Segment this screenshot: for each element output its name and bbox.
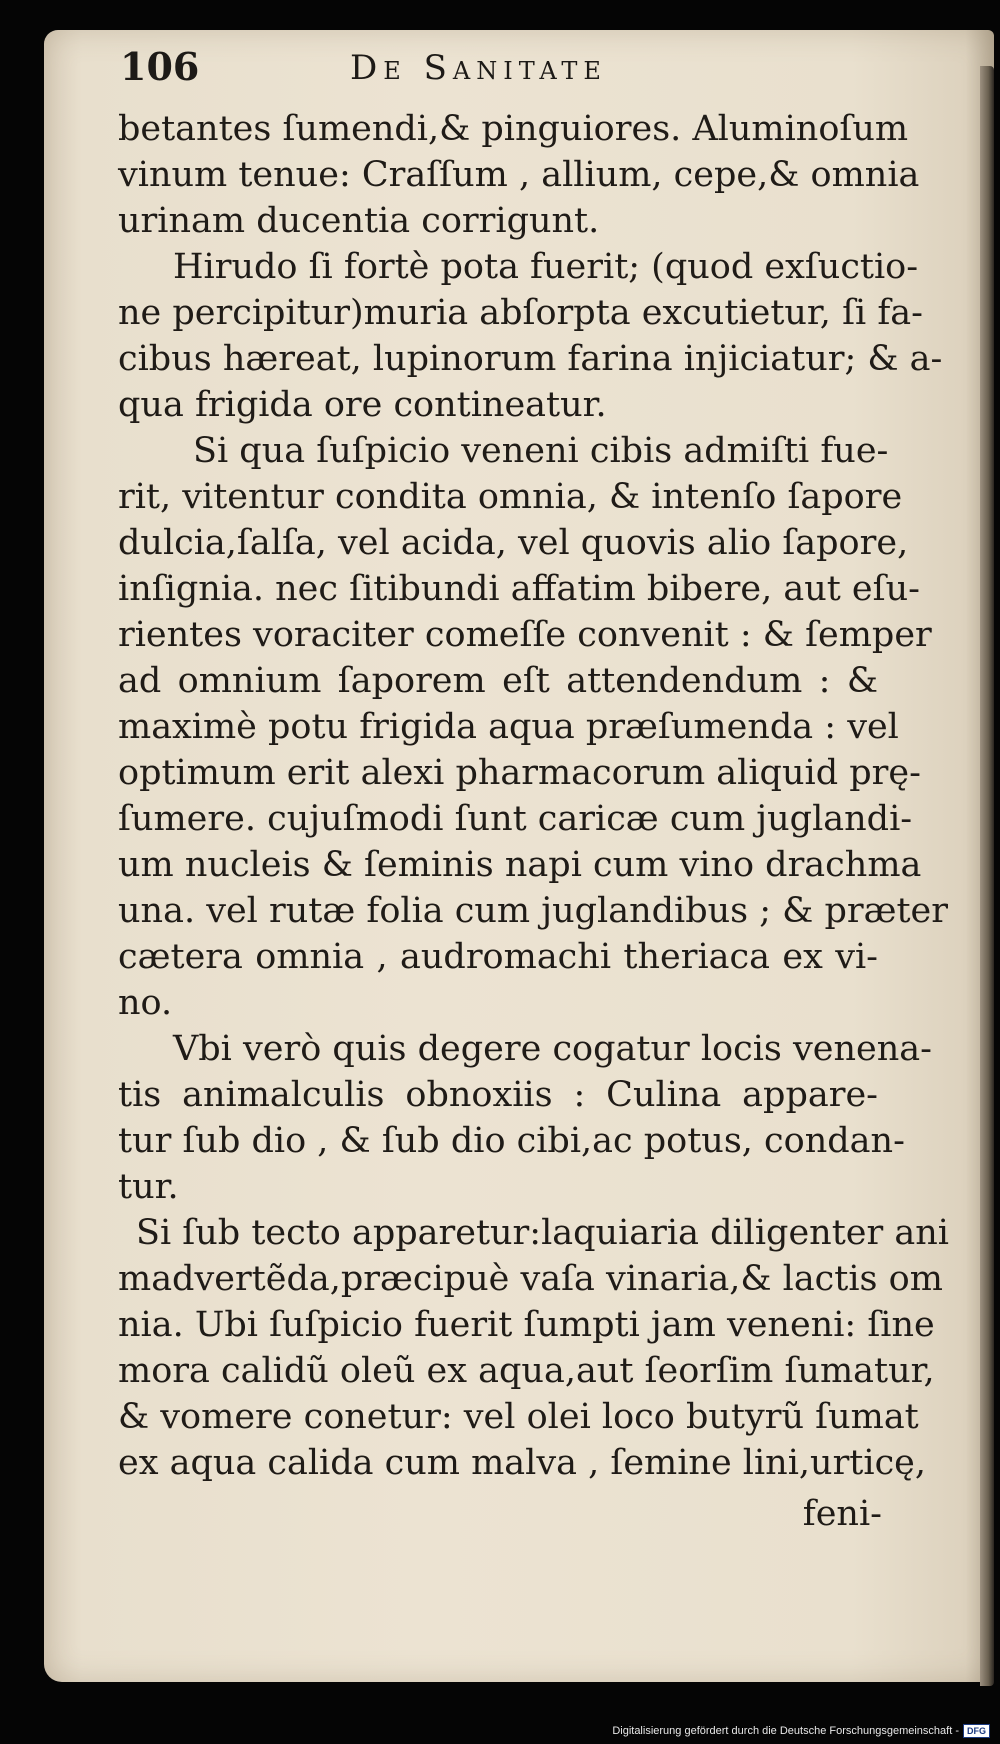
text-line: tur ſub dio , & ſub dio cibi,ac potus, condan- [118, 1121, 905, 1161]
text-line: maximè potu frigida aqua præſumenda : vel [118, 707, 899, 747]
text-line: una. vel rutæ folia cum juglandibus ; & præter [118, 891, 949, 931]
running-head: De Sanitate [350, 48, 607, 88]
text-line: qua frigida ore contineatur. [118, 385, 607, 425]
page-number: 106 [120, 44, 200, 89]
body-text [118, 106, 949, 1486]
text-line: tis animalculis obnoxiis : Culina appare- [118, 1075, 878, 1115]
text-line: cætera omnia , audromachi theriaca ex vi- [118, 937, 878, 977]
dfg-logo: DFG [963, 1724, 990, 1738]
text-line: Si qua ſuſpicio veneni cibis admiſti fue- [193, 431, 889, 471]
text-line: no. [118, 983, 173, 1023]
text-line: ex aqua calida cum malva , ſemine lini,urticę, [118, 1443, 927, 1483]
text-line: um nucleis & ſeminis napi cum vino drachma [118, 845, 922, 885]
text-line: cibus hæreat, lupinorum farina injiciatur; & a- [118, 339, 943, 379]
text-line: rientes voraciter comeſſe convenit : & ſemper [118, 615, 932, 655]
text-line: dulcia,ſalſa, vel acida, vel quovis alio ſapore, [118, 523, 909, 563]
text-line: Vbi verò quis degere cogatur locis venena- [173, 1029, 932, 1069]
page-edge [980, 66, 994, 1686]
text-line: ad omnium ſaporem eſt attendendum : & [118, 661, 878, 701]
text-line: urinam ducentia corrigunt. [118, 201, 600, 241]
text-line: Hirudo ſi fortè pota fuerit; (quod exſuctio- [173, 247, 919, 287]
digitization-footer [612, 1724, 990, 1738]
text-line: nia. Ubi ſuſpicio fuerit ſumpti jam veneni: ſine [118, 1305, 935, 1345]
text-line: betantes ſumendi,& pinguiores. Aluminoſum [118, 109, 909, 149]
text-line: vinum tenue: Craſſum , allium, cepe,& omnia [118, 155, 920, 195]
text-line: ne percipitur)muria abſorpta excutietur, ſi fa- [118, 293, 923, 333]
footer-credit: Digitalisierung gefördert durch die Deutsche Forschungsgemeinschaft - [612, 1725, 959, 1737]
text-line: rit, vitentur condita omnia, & intenſo ſapore [118, 477, 903, 517]
text-line: Si ſub tecto apparetur:laquiaria diligenter ani [136, 1213, 949, 1253]
text-line: madvertẽda,præcipuè vaſa vinaria,& lactis om [118, 1259, 943, 1299]
text-line: & vomere conetur: vel olei loco butyrũ ſumat [118, 1397, 919, 1437]
catchword: feni- [802, 1494, 882, 1534]
text-line: optimum erit alexi pharmacorum aliquid prę- [118, 753, 921, 793]
text-line: mora calidũ oleũ ex aqua,aut ſeorſim ſumatur, [118, 1351, 935, 1391]
text-line: ſumere. cujuſmodi ſunt caricæ cum juglandi- [118, 799, 913, 839]
text-line: tur. [118, 1167, 179, 1207]
text-line: inſignia. nec ſitibundi affatim bibere, aut eſu- [118, 569, 920, 609]
page-header [120, 44, 880, 104]
